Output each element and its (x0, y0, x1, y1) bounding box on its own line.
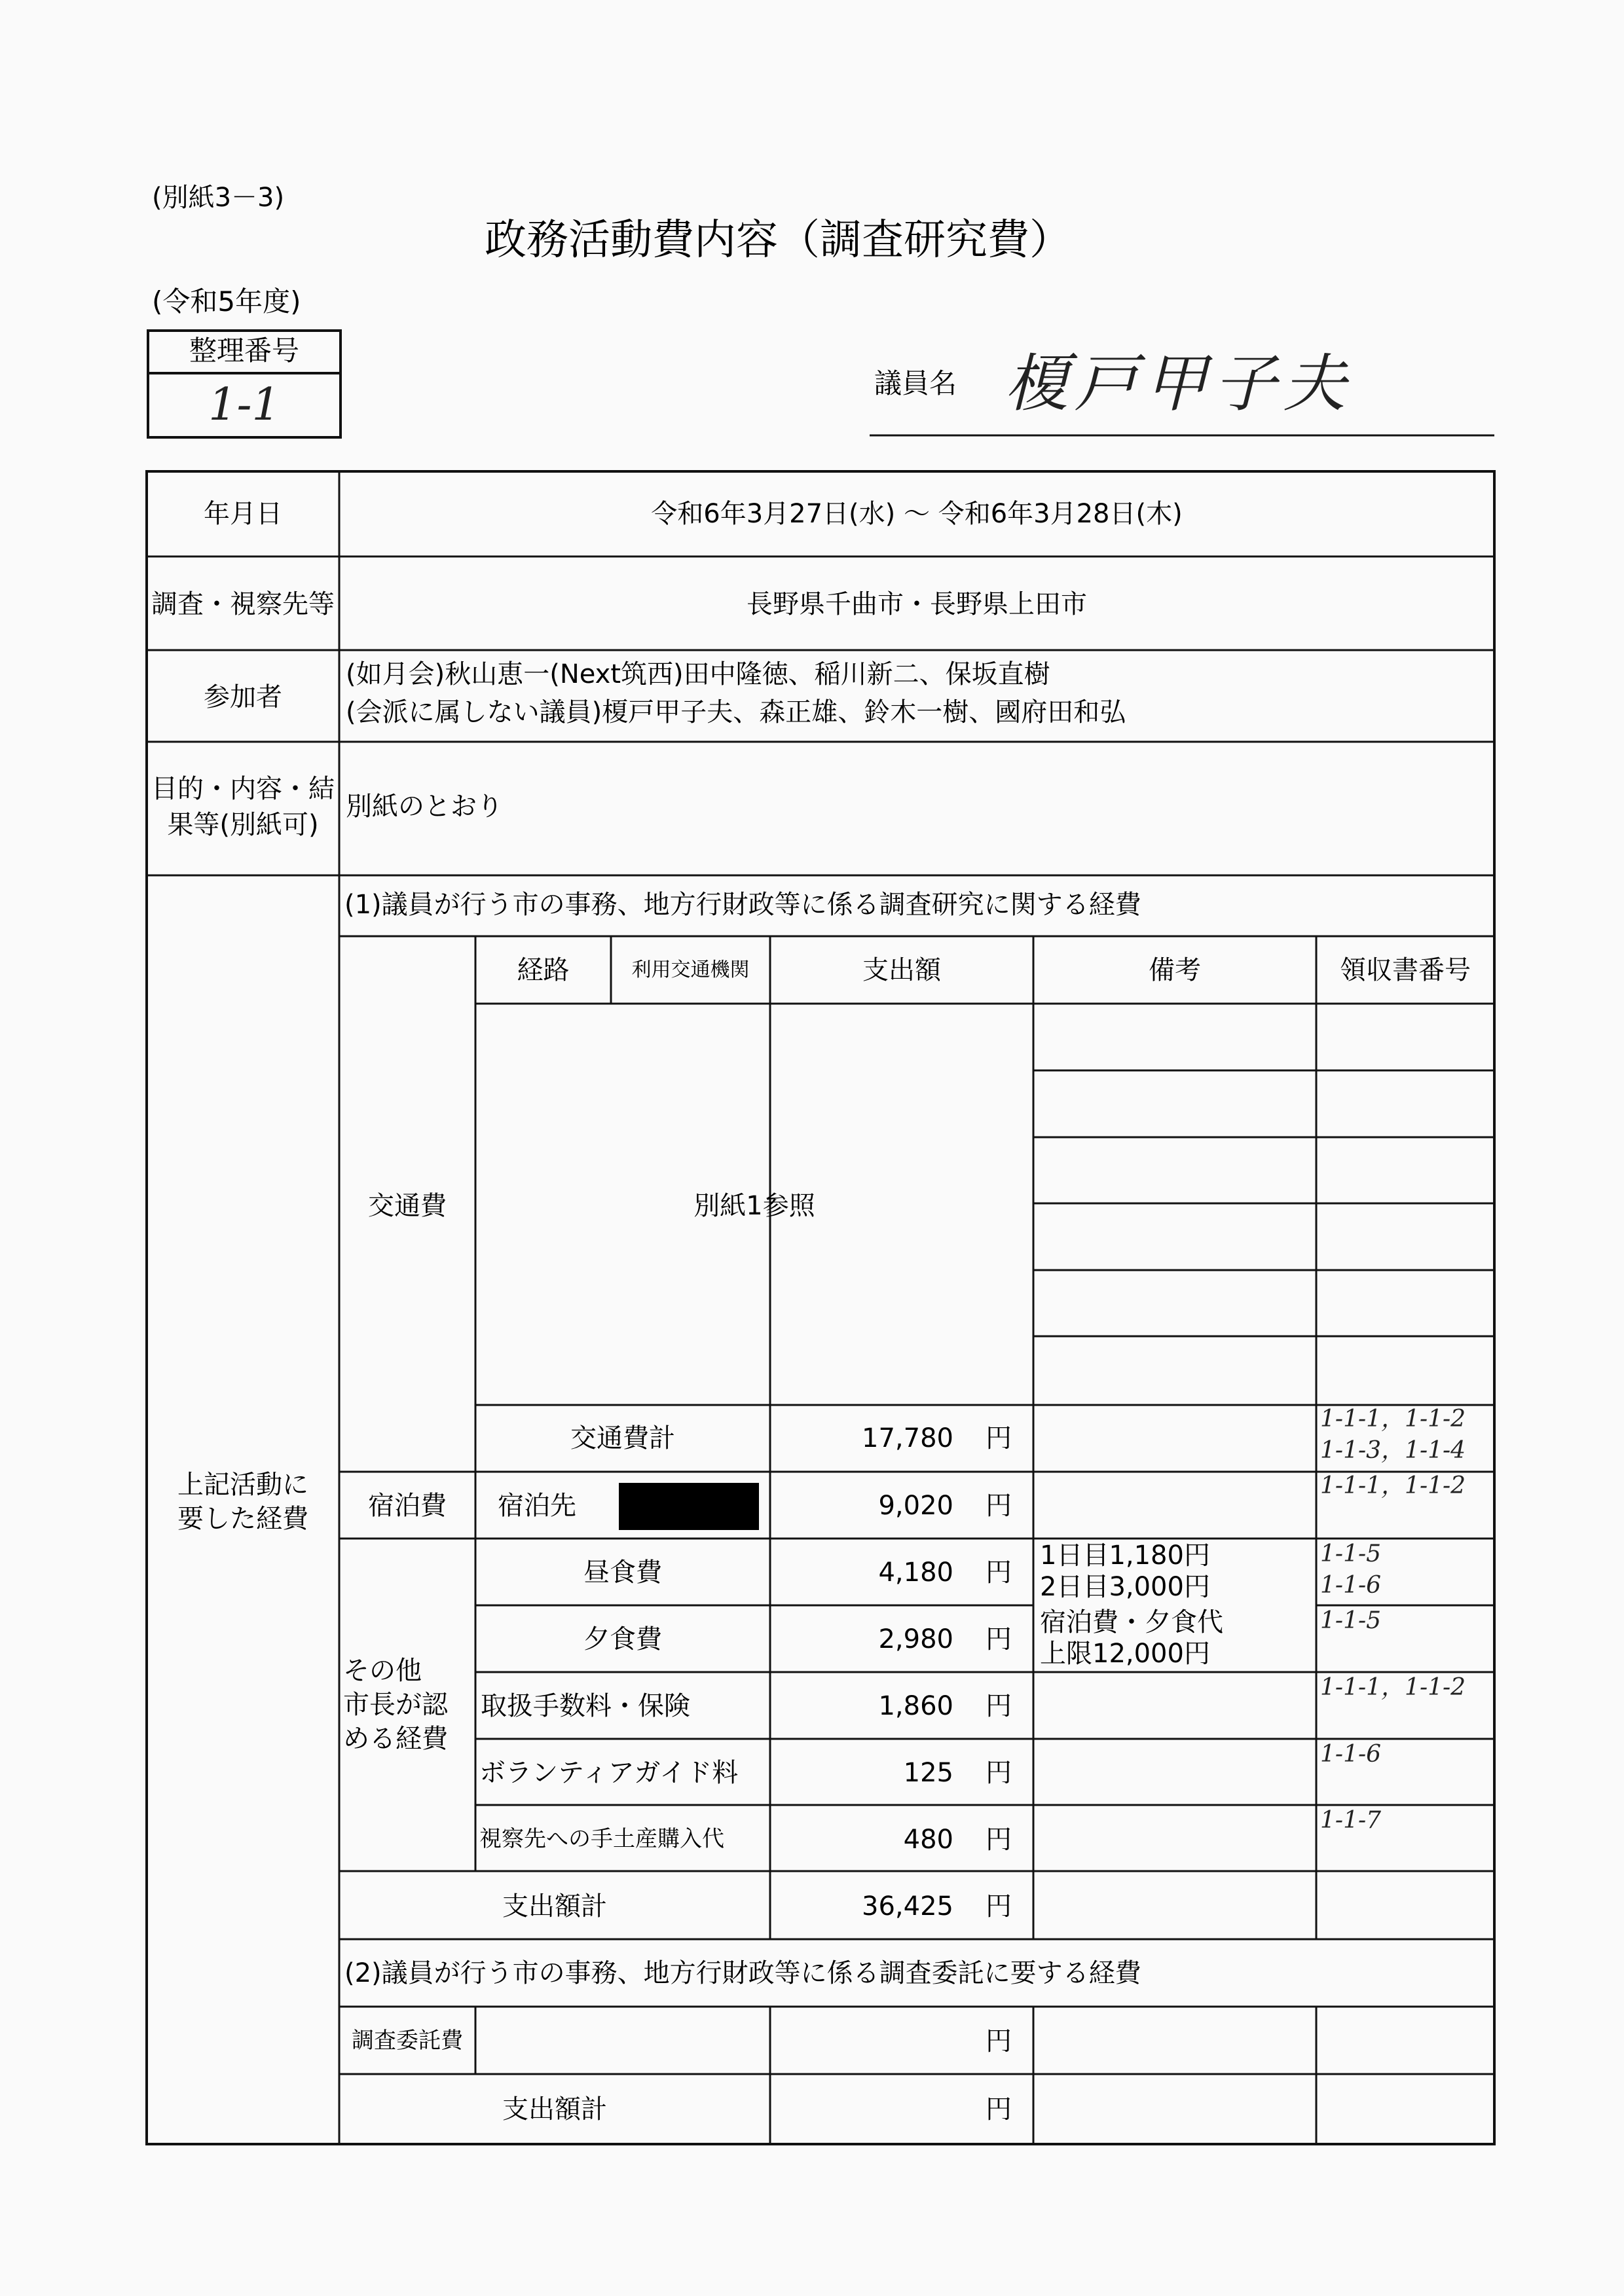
section1-title: (1)議員が行う市の事務、地方行財政等に係る調査研究に関する経費 (344, 890, 1141, 920)
redaction-box (619, 1483, 759, 1530)
yen-unit: 円 (986, 1423, 1012, 1453)
transport-receipt-1: 1-1-1，1-1-2 (1320, 1406, 1466, 1432)
dinner-value: 2,980 (878, 1624, 953, 1654)
transport-label: 交通費 (368, 1191, 447, 1221)
lunch-value: 4,180 (878, 1558, 953, 1588)
transport-total-value: 17,780 (862, 1423, 953, 1453)
page-title: 政務活動費内容（調査研究費） (485, 216, 1071, 264)
gift-value: 480 (903, 1825, 953, 1855)
yen-unit: 円 (986, 1624, 1012, 1654)
lodging-label: 宿泊費 (368, 1491, 447, 1521)
purpose-value: 別紙のとおり (346, 792, 503, 822)
fee-label: 取扱手数料・保険 (481, 1691, 690, 1721)
yen-unit: 円 (986, 1891, 1012, 1922)
participants-line2: (会派に属しない議員)榎戸甲子夫、森正雄、鈴木一樹、國府田和弘 (346, 697, 1126, 727)
dinner-remark-1: 宿泊費・夕食代 (1040, 1607, 1223, 1637)
total-value: 36,425 (862, 1891, 953, 1922)
col-transport: 利用交通機関 (631, 958, 750, 981)
other-label-line3: める経費 (343, 1724, 448, 1754)
transport-ref: 別紙1参照 (693, 1191, 815, 1221)
dinner-label: 夕食費 (583, 1624, 662, 1654)
purpose-label-line1: 目的・内容・結 (151, 774, 335, 804)
yen-unit: 円 (986, 1825, 1012, 1855)
lodging-place-label: 宿泊先 (498, 1491, 576, 1521)
yen-unit: 円 (986, 1491, 1012, 1521)
yen-unit: 円 (986, 1758, 1012, 1788)
lunch-receipt-2: 1-1-6 (1320, 1572, 1382, 1599)
ref-number-value: 1-1 (208, 379, 280, 431)
total-label: 支出額計 (502, 1891, 607, 1922)
yen-unit: 円 (986, 2094, 1012, 2124)
date-label: 年月日 (204, 499, 282, 529)
side-label-line2: 要した経費 (177, 1504, 308, 1534)
fee-value: 1,860 (878, 1691, 953, 1721)
date-value: 令和6年3月27日(水) ～ 令和6年3月28日(木) (651, 499, 1183, 529)
yen-unit: 円 (986, 1691, 1012, 1721)
destination-label: 調査・視察先等 (151, 589, 335, 619)
col-remarks: 備考 (1149, 955, 1201, 985)
transport-total-label: 交通費計 (570, 1423, 675, 1453)
fiscal-year: (令和5年度) (152, 285, 301, 318)
guide-label: ボランティアガイド料 (479, 1758, 739, 1788)
fee-receipt: 1-1-1，1-1-2 (1320, 1674, 1466, 1701)
dinner-remark-2: 上限12,000円 (1040, 1639, 1210, 1669)
member-signature: 榎戸甲子夫 (1005, 347, 1352, 420)
guide-receipt: 1-1-6 (1320, 1741, 1382, 1768)
gift-receipt: 1-1-7 (1320, 1807, 1382, 1834)
gift-label: 視察先への手土産購入代 (479, 1826, 724, 1852)
member-label: 議員名 (874, 367, 957, 399)
side-label-line1: 上記活動に (177, 1470, 308, 1500)
lodging-value: 9,020 (878, 1491, 953, 1521)
yen-unit: 円 (986, 2026, 1012, 2056)
participants-label: 参加者 (204, 682, 282, 712)
attachment-label: (別紙3－3) (152, 183, 285, 213)
col-amount: 支出額 (862, 955, 941, 985)
destination-value: 長野県千曲市・長野県上田市 (747, 589, 1087, 619)
total2-label: 支出額計 (502, 2094, 607, 2124)
col-receipt: 領収書番号 (1340, 955, 1471, 985)
lunch-label: 昼食費 (583, 1558, 662, 1588)
lunch-receipt-1: 1-1-5 (1320, 1540, 1382, 1567)
other-label-line2: 市長が認 (343, 1690, 448, 1720)
purpose-label-line2: 果等(別紙可) (167, 810, 319, 840)
transport-receipt-2: 1-1-3，1-1-4 (1320, 1437, 1466, 1464)
guide-value: 125 (903, 1758, 953, 1788)
col-route: 経路 (517, 955, 570, 985)
ref-number-label: 整理番号 (189, 335, 299, 367)
consign-label: 調査委託費 (352, 2028, 463, 2054)
dinner-receipt: 1-1-5 (1320, 1607, 1382, 1634)
other-label-line1: その他 (343, 1656, 422, 1686)
lodging-receipt: 1-1-1，1-1-2 (1320, 1472, 1466, 1499)
lunch-remark-2: 2日目3,000円 (1040, 1572, 1210, 1602)
section2-title: (2)議員が行う市の事務、地方行財政等に係る調査委託に要する経費 (344, 1958, 1141, 1988)
lunch-remark-1: 1日目1,180円 (1040, 1540, 1210, 1571)
yen-unit: 円 (986, 1558, 1012, 1588)
participants-line1: (如月会)秋山恵一(Next筑西)田中隆徳、稲川新二、保坂直樹 (346, 659, 1050, 689)
